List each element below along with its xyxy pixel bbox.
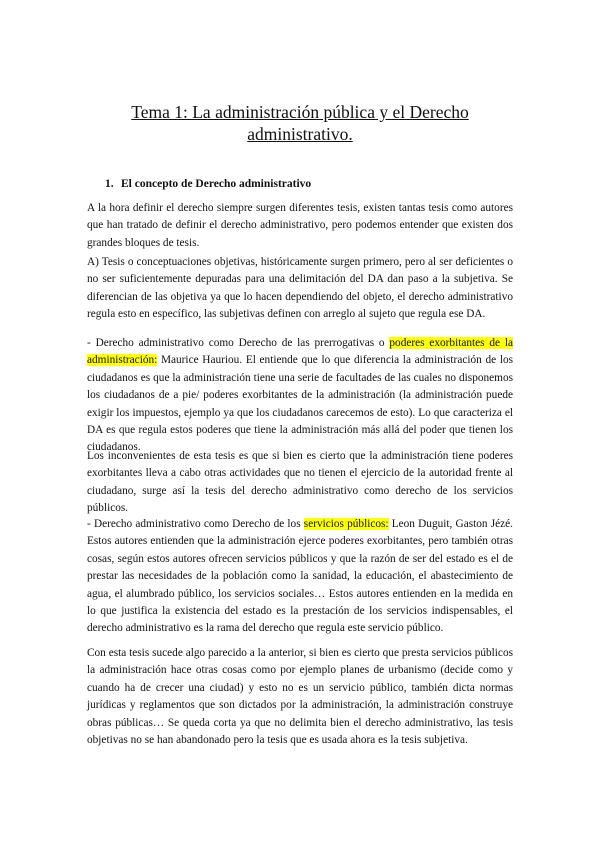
paragraph-conclusion: Con esta tesis sucede algo parecido a la anterior, si bien es cierto que presta servicios públicos la administración hace otras cosas como por ejemplo planes de urbanismo (decide como y cuando ha de crecer una ciudad) y esto no es un servicio público, también dicta normas jurídicas y reglamentos que son dictados por la administración, la administración construye obras públicas… Se queda corta ya que no delimita bien el derecho administrativo, las tesis objetivas no se han abandonado pero la tesis que es usada ahora es la tesis subjetiva.: [87, 647, 513, 747]
title-line-1: Tema 1: La administración pública y el Derecho: [131, 102, 469, 122]
p5-text-end: Leon Duguit, Gaston Jézé. Estos autores entienden que la administración ejerce poderes exorbitantes, pero también otras cosas, según estos autores ofrecen servicios públicos y que la razón de ser del estado es el de prestar las necesidades de la población como la sanidad, la educación, el abastecimiento de agua, el alumbrado público, los servicios sociales… Estos autores entienden en la medida en lo que justifica la existencia del estado es la prestación de los servicios indispensables, el derecho administrativo es la rama del derecho que regula este servicio público.: [87, 518, 513, 635]
highlight-exorbitant-powers: poderes exorbitantes de la administración:: [87, 337, 513, 367]
section-number: 1.: [105, 178, 114, 190]
highlight-public-services: servicios públicos:: [303, 518, 389, 530]
p5-text-start: - Derecho administrativo como Derecho de los: [87, 518, 304, 530]
title-line-2: administrativo.: [247, 124, 353, 144]
p3-text-end: Maurice Hauriou. El entiende que lo que diferencia la administración de los ciudadanos es que la administración tiene una serie de facultades de las cuales no disponemos los ciudadanos de a pie/ poderes exorbitantes de la administración (la administración puede exigir los impuestos, ejemplo ya que los ciudadanos carecemos de esto). Lo que caracteriza el DA es que regula estos poderes que tiene la administración más allá del poder que tienen los ciudadanos.: [87, 354, 513, 454]
paragraph-objective-theses: A) Tesis o conceptuaciones objetivas, históricamente surgen primero, pero al ser deficientes o no ser suficientemente depuradas para una delimitación del DA dan paso a la subjetiva. Se diferencian de las objetiva ya que lo hacen dependiendo del objeto, el derecho administrativo regula esto en específico, las subjetivas definen con arreglo al sujeto que regula ese DA.: [87, 256, 513, 321]
section-heading: [105, 178, 311, 190]
paragraph-inconvenients: Los inconvenientes de esta tesis es que si bien es cierto que la administración tiene poderes exorbitantes lleva a cabo otras actividades que no tienen el ejercicio de la autoridad frente al ciudadano, surge así la tesis del derecho administrativo como derecho de los servicios públicos.: [87, 450, 513, 515]
page-title: [60, 101, 540, 145]
paragraph-exorbitant-powers: [87, 335, 513, 457]
paragraph-intro: A la hora definir el derecho siempre surgen diferentes tesis, existen tantas tesis como autores que han tratado de definir el derecho administrativo, pero podemos entender que existen dos grandes bloques de tesis.: [87, 202, 513, 249]
paragraph-public-services: [87, 516, 513, 638]
section-title: El concepto de Derecho administrativo: [121, 178, 312, 190]
p3-text-start: - Derecho administrativo como Derecho de las prerrogativas o: [87, 337, 390, 349]
